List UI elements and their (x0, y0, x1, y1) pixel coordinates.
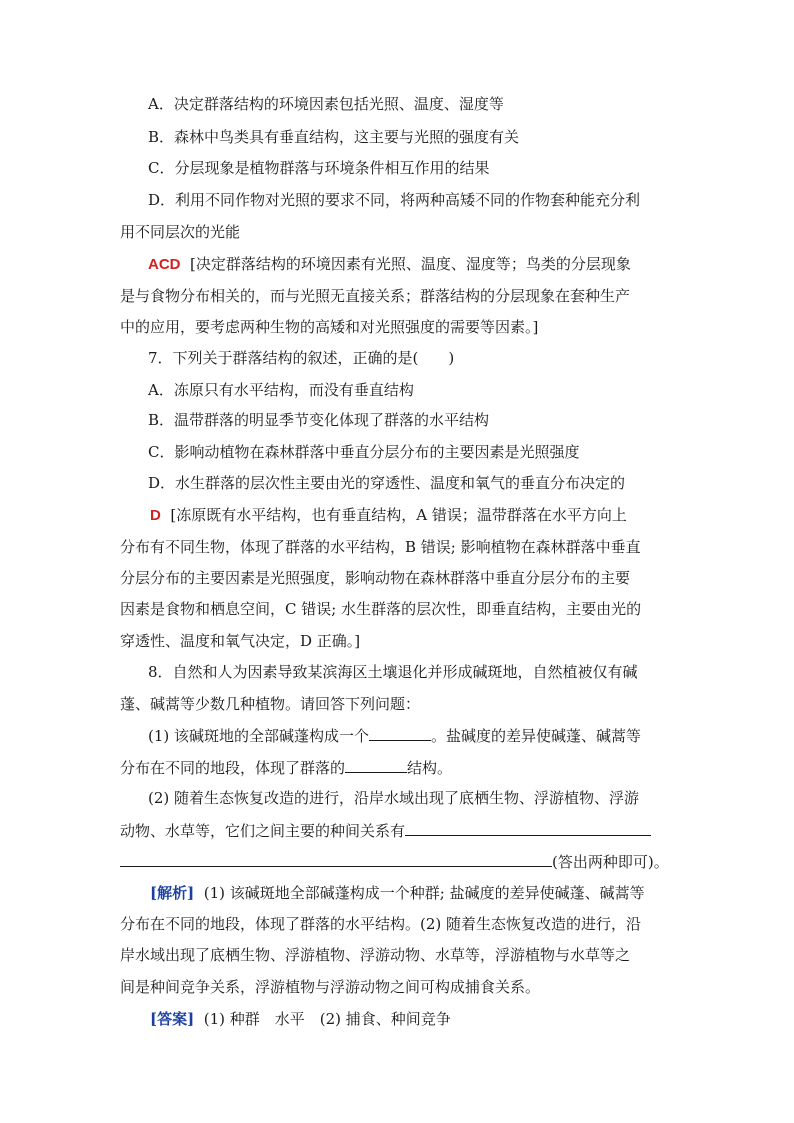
q8-answer-line: [答案] (1) 种群 水平 (2) 捕食、种间竞争 (150, 1010, 451, 1028)
q6-option-b: B．森林中鸟类具有垂直结构，这主要与光照的强度有关 (148, 128, 520, 146)
q6-explanation-line2: 是与食物分布相关的，而与光照无直接关系；群落结构的分层现象在套种生产 (120, 287, 631, 305)
q8-analysis-line3: 岸水域出现了底栖生物、浮游植物、浮游动物、水草等，浮游植物与水草等之 (120, 946, 631, 964)
q6-explanation-line1: ACD [决定群落结构的环境因素有光照、温度、湿度等；鸟类的分层现象 (148, 255, 631, 273)
q7-option-b: B．温带群落的明显季节变化体现了群落的水平结构 (148, 411, 490, 429)
q6-option-a: A．决定群落结构的环境因素包括光照、温度、湿度等 (148, 95, 504, 113)
q7-explanation-line4: 因素是食物和栖息空间，C 错误; 水生群落的层次性，即垂直结构，主要由光的 (120, 600, 642, 618)
answer-blank-3[interactable] (405, 820, 651, 836)
q7-explanation-line2: 分布有不同生物，体现了群落的水平结构，B 错误; 影响植物在森林群落中垂直 (120, 538, 641, 556)
q8-part2-line2: 动物、水草等，它们之间主要的种间关系有 (120, 820, 651, 841)
q6-option-d-line2: 用不同层次的光能 (120, 223, 241, 241)
q6-answer: ACD (148, 256, 181, 273)
q8-part1-line1: (1) 该碱斑地的全部碱蓬构成一个 。盐碱度的差异使碱蓬、碱蒿等 (148, 727, 642, 745)
q8-part2-line3: (答出两种即可)。 (120, 851, 669, 872)
q8-analysis-line4: 间是种间竞争关系，浮游植物与浮游动物之间可构成捕食关系。 (120, 978, 541, 996)
q8-part2-line1: (2) 随着生态恢复改造的进行，沿岸水域出现了底栖生物、浮游植物、浮游 (148, 789, 640, 807)
q6-option-c: C．分层现象是植物群落与环境条件相互作用的结果 (148, 159, 490, 177)
answer-blank-3-continued[interactable] (120, 851, 552, 867)
q7-answer: D (150, 507, 161, 524)
q7-option-d: D．水生群落的层次性主要由光的穿透性、温度和氧气的垂直分布决定的 (148, 474, 626, 492)
q6-option-d-line1: D．利用不同作物对光照的要求不同，将两种高矮不同的作物套种能充分利 (148, 191, 641, 209)
analysis-tag: [解析] (150, 884, 195, 902)
q8-stem-line2: 蓬、碱蒿等少数几种植物。请回答下列问题： (120, 695, 421, 713)
q7-option-a: A．冻原只有水平结构，而没有垂直结构 (148, 381, 414, 399)
answer-blank-2[interactable] (345, 757, 407, 773)
q8-analysis-line1: [解析] (1) 该碱斑地全部碱蓬构成一个种群; 盐碱度的差异使碱蓬、碱蒿等 (150, 884, 645, 902)
q7-option-c: C．影响动植物在森林群落中垂直分层分布的主要因素是光照强度 (148, 443, 580, 461)
answer-tag: [答案] (150, 1010, 195, 1028)
q7-explanation-line5: 穿透性、温度和氧气决定，D 正确。] (120, 632, 361, 650)
q8-stem-line1: 8．自然和人为因素导致某滨海区土壤退化并形成碱斑地，自然植被仅有碱 (148, 663, 638, 681)
q7-explanation-line1: D [冻原既有水平结构，也有垂直结构，A 错误；温带群落在水平方向上 (150, 506, 627, 524)
q8-part1-line2: 分布在不同的地段，体现了群落的 结构。 (120, 759, 453, 777)
q7-explanation-line3: 分层分布的主要因素是光照强度，影响动物在森林群落中垂直分层分布的主要 (120, 569, 631, 587)
q6-explanation-line3: 中的应用，要考虑两种生物的高矮和对光照强度的需要等因素。] (120, 318, 539, 336)
q7-stem: 7．下列关于群落结构的叙述，正确的是( ) (148, 349, 455, 367)
answer-blank-1[interactable] (369, 725, 431, 741)
q8-analysis-line2: 分布在不同的地段，体现了群落的水平结构。(2) 随着生态恢复改造的进行，沿 (120, 915, 642, 933)
